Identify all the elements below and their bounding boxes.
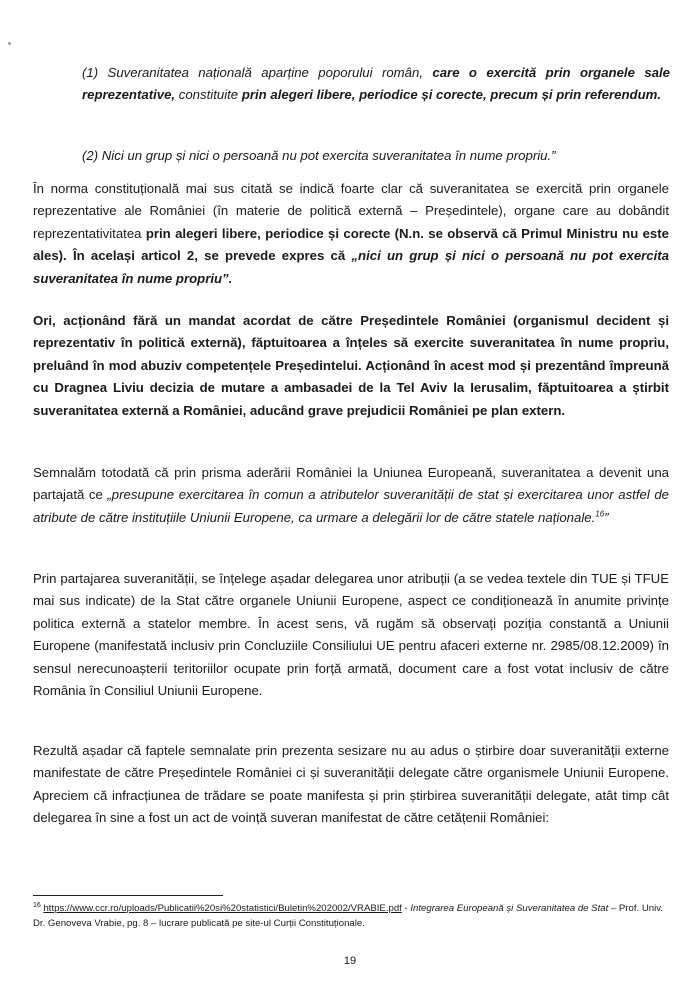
paragraph-4: Prin partajarea suveranității, se înțelege așadar delegarea unor atribuții (a se vedea textele din TUE și TFUE mai sus indicate) de la Stat către organele Uniunii Europene, aspect ce condiționează în anumite privințe politica externă a statelor membre. În acest sens, vă rugăm să observați poziția constantă a Uniunii Europene (manifestată inclusiv prin Concluziile Consiliului UE pentru afaceri externe nr. 2985/08.12.2009) în sensul nerecunoașterii teritoriilor ocupate prin forță armată, document care a fost votat inclusiv de către România în Consiliul Uniunii Europene. bbox=[33, 571, 669, 699]
footnote-separator-text: - bbox=[401, 903, 411, 914]
scan-speck bbox=[8, 42, 11, 45]
paragraph-3 bbox=[33, 462, 669, 529]
paragraph-2: Ori, acționând fără un mandat acordat de către Președintele României (organismul decident și reprezentativ în politică externă), făptuitoarea a înțeles să exercite suveranitatea în nume propriu, preluând în mod abuziv competențele Președintelui. Acționând în acest mod și prezentând împreună cu Dragnea Liviu decizia de mutare a ambasadei de la Tel Aviv la Ierusalim, făptuitoarea a știrbit suveranitatea externă a României, aducând grave prejudicii României pe plan extern. bbox=[33, 313, 669, 418]
footnote-separator bbox=[33, 895, 223, 896]
footnote bbox=[33, 901, 673, 931]
footnote-link[interactable]: https://www.ccr.ro/uploads/Publicatii%20si%20statistici/Buletin%202002/VRABIE.pdf bbox=[43, 903, 402, 914]
paragraph-5: Rezultă așadar că faptele semnalate prin prezenta sesizare nu au adus o știrbire doar suveranității externe manifestate de către Președintele României ci și suveranității delegate către organismele Uniunii Europene. Apreciem că infracțiunea de trădare se poate manifesta și prin știrbirea suveranității delegate, atât timp cât delegarea în sine a fost un act de voință suveran manifestat de către cetățenii României: bbox=[33, 743, 669, 826]
footnote-reference: 16 bbox=[595, 509, 605, 519]
paragraph-1-text-a: În norma constituțională mai sus citată se indică foarte clar că suveranitatea se exercită prin organele reprezentative ale României (în materie de politică externă – Președintele), organe care au dobândit reprezentativitatea bbox=[33, 181, 669, 241]
paragraph-3-text-a: Semnalăm totodată că prin prisma aderării României la Uniunea Europeană, suveranitatea a devenit una partajată ce bbox=[33, 465, 669, 503]
paragraph-3-italic-quote: „presupune exercitarea în comun a atributelor suveranității de stat și exercitarea unor astfel de atribute de către instituțiile Uniunii Europene, ca urmare a delegării lor de către statele naționale. bbox=[33, 487, 670, 525]
quote-1-text-a: (1) Suveranitatea națională aparține poporului român, bbox=[82, 65, 433, 80]
quote-1-bold-b: care o exercită prin organele sale reprezentative, bbox=[82, 65, 670, 103]
page-number: 19 bbox=[343, 955, 357, 967]
footnote-number: 16 bbox=[33, 901, 41, 909]
footnote-title: Integrarea Europeană și Suveranitatea de Stat bbox=[410, 903, 609, 914]
paragraph-3-closing-quote: ” bbox=[604, 509, 609, 525]
paragraph-1-bold-italic-c: „nici un grup și nici o persoană nu pot exercita suveranitatea în nume propriu”. bbox=[33, 248, 670, 286]
quote-paragraph-2: (2) Nici un grup și nici o persoană nu pot exercita suveranitatea în nume propriu.” bbox=[82, 148, 556, 163]
footnote-rest: – Prof. Univ. Dr. Genoveva Vrabie, pg. 8 – lucrare publicată pe site-ul Curții Constituționale. bbox=[33, 903, 663, 929]
paragraph-1 bbox=[33, 178, 669, 290]
paragraph-1-bold-b: prin alegeri libere, periodice și corecte (N.n. se observă că Primul Ministru nu este ales). În același articol 2, se prevede expres că bbox=[33, 225, 669, 264]
quote-1-text-c: constituite bbox=[175, 87, 242, 103]
quote-paragraph-1 bbox=[82, 62, 670, 107]
quote-1-bold-d: prin alegeri libere, periodice și corecte, precum și prin referendum. bbox=[241, 87, 662, 103]
